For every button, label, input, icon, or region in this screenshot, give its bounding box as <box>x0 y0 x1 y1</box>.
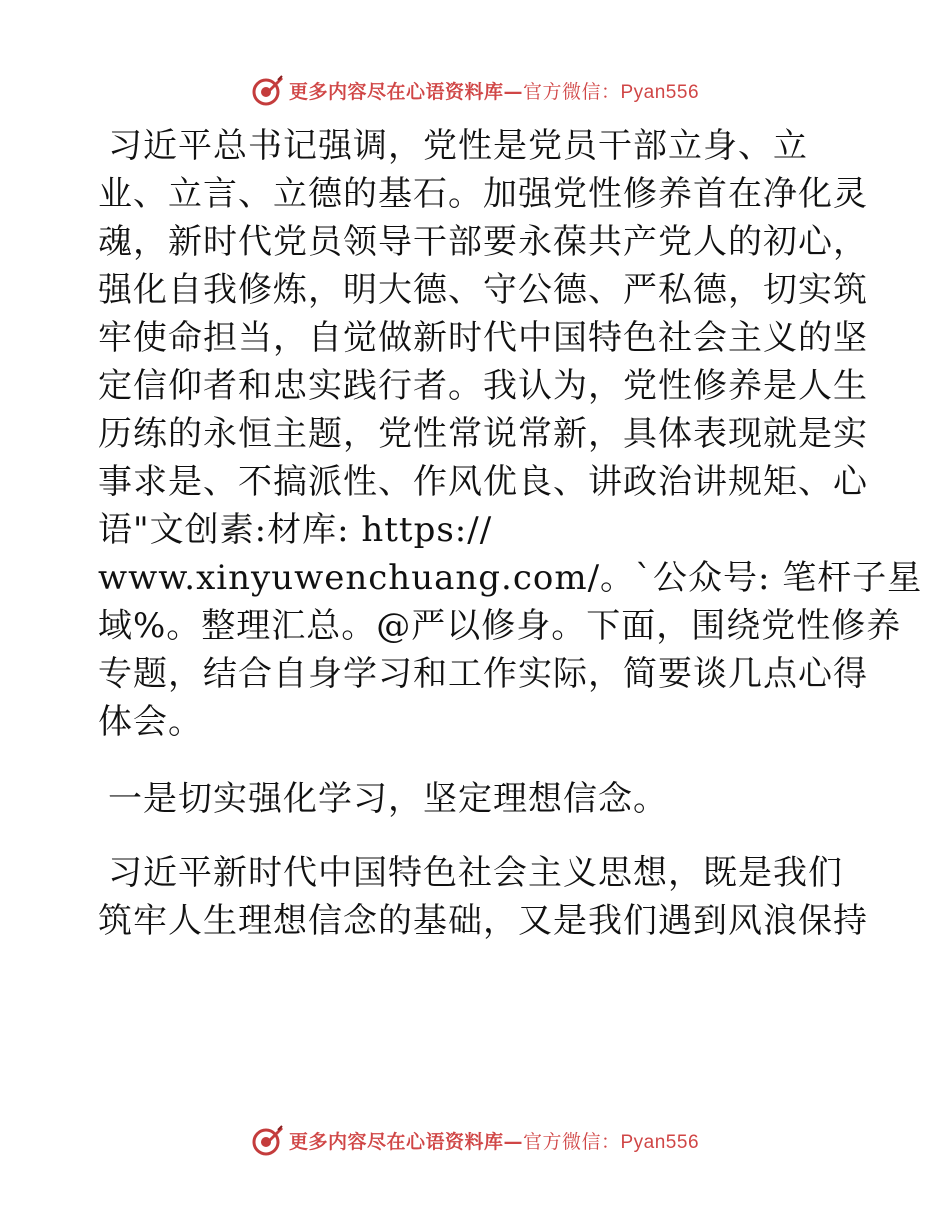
banner-text <box>289 77 699 104</box>
banner-label: 官方微信： <box>522 1130 621 1153</box>
text-line: 专题，结合自身学习和工作实际，简要谈几点心得 <box>98 654 868 694</box>
text-line: 习近平新时代中国特色社会主义思想，既是我们 <box>108 853 843 893</box>
banner-prefix: 更多内容尽在心语资料库— <box>288 80 523 103</box>
text-line: 业、立言、立德的基石。加强党性修养首在净化灵 <box>98 174 868 214</box>
pen-nib-logo-icon <box>251 1123 285 1157</box>
text-line: 定信仰者和忠实践行者。我认为，党性修养是人生 <box>98 366 868 406</box>
text-line: 历练的永恒主题，党性常说常新，具体表现就是实 <box>98 414 868 454</box>
paragraph-spacer <box>98 746 858 775</box>
section-heading <box>98 775 858 823</box>
paragraph-intro <box>98 122 923 746</box>
document-body <box>98 122 923 945</box>
text-line: 体会。 <box>98 702 203 742</box>
banner-wechat-id: Pyan556 <box>620 81 700 103</box>
banner-wechat-id: Pyan556 <box>620 1131 700 1153</box>
text-line: 魂，新时代党员领导干部要永葆共产党人的初心， <box>98 222 868 262</box>
banner-text <box>289 1127 699 1154</box>
text-line: www.xinyuwenchuang.com/。`公众号: 笔杆子星 <box>98 558 923 598</box>
text-line: 牢使命担当，自觉做新时代中国特色社会主义的坚 <box>98 318 868 358</box>
header-banner <box>0 70 950 110</box>
footer-banner <box>0 1120 950 1160</box>
pen-nib-logo-icon <box>251 73 285 107</box>
banner-prefix: 更多内容尽在心语资料库— <box>288 1130 523 1153</box>
text-line: 事求是、不搞派性、作风优良、讲政治讲规矩、心 <box>98 462 868 502</box>
paragraph-body <box>98 849 868 945</box>
text-line: 习近平总书记强调，党性是党员干部立身、立 <box>108 126 808 166</box>
text-line: 域%。整理汇总。@严以修身。下面，围绕党性修养 <box>98 606 902 646</box>
text-line: 强化自我修炼，明大德、守公德、严私德，切实筑 <box>98 270 868 310</box>
paragraph-spacer <box>98 823 858 849</box>
banner-label: 官方微信： <box>522 80 621 103</box>
text-line: 一是切实强化学习，坚定理想信念。 <box>108 779 668 819</box>
text-line: 筑牢人生理想信念的基础，又是我们遇到风浪保持 <box>98 901 868 941</box>
text-line: 语"文创素:材库: https:// <box>98 510 493 550</box>
